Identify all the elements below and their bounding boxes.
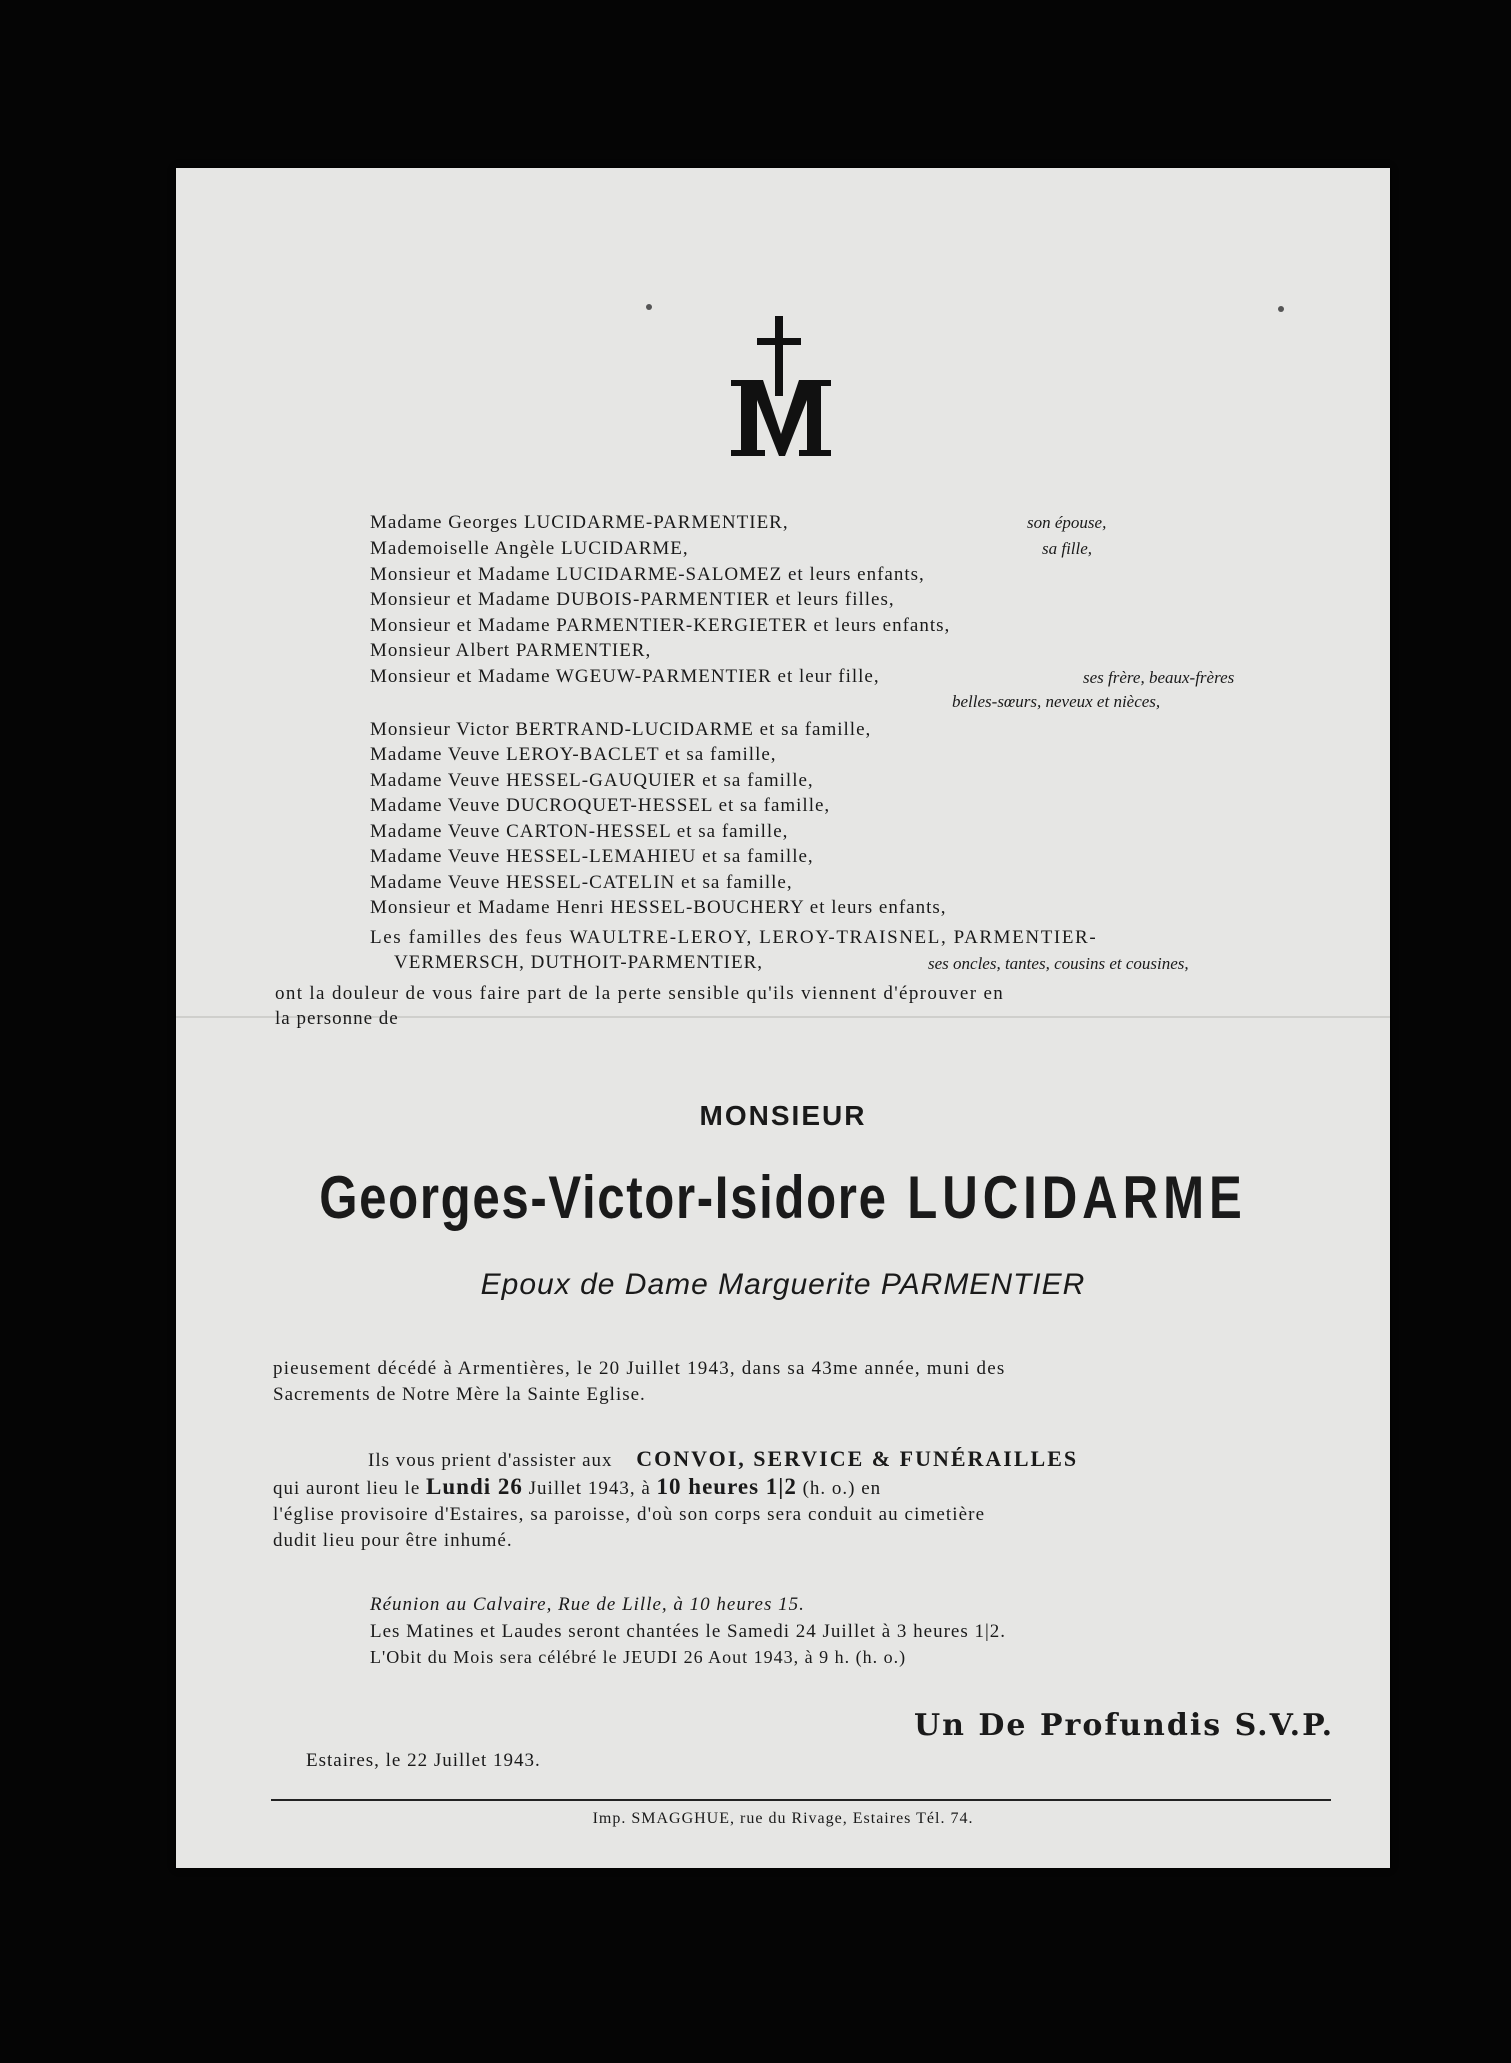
family-line: Monsieur et Madame DUBOIS-PARMENTIER et leurs filles, bbox=[370, 589, 895, 610]
family-role: son épouse, bbox=[1027, 513, 1107, 532]
announcement-line: la personne de bbox=[275, 1008, 399, 1029]
printer-imprint: Imp. SMAGGHUE, rue du Rivage, Estaires Tél. 74. bbox=[592, 1810, 974, 1827]
family-line: Madame Georges LUCIDARME-PARMENTIER, bbox=[370, 512, 789, 533]
invitation-line: dudit lieu pour être inhumé. bbox=[273, 1530, 513, 1551]
invitation-lead-text: Ils vous prient d'assister aux bbox=[368, 1450, 613, 1471]
family-role: sa fille, bbox=[1042, 539, 1093, 558]
deceased-name bbox=[285, 1163, 1280, 1232]
invitation-text: qui auront lieu le bbox=[273, 1478, 421, 1499]
invitation-time: 10 heures 1|2 bbox=[656, 1474, 797, 1499]
invitation-line bbox=[273, 1474, 881, 1500]
obit-line: L'Obit du Mois sera célébré le JEUDI 26 Aout 1943, à 9 h. (h. o.) bbox=[370, 1647, 907, 1667]
invitation-text: (h. o.) en bbox=[802, 1478, 882, 1499]
family-role: belles-sœurs, neveux et nièces, bbox=[952, 692, 1161, 711]
spouse-line: Epoux de Dame Marguerite PARMENTIER bbox=[480, 1268, 1086, 1301]
deceased-given-names: Georges-Victor-Isidore bbox=[319, 1164, 888, 1231]
family-line: Madame Veuve LEROY-BACLET et sa famille, bbox=[370, 744, 777, 765]
matins-line: Les Matines et Laudes seront chantées le Samedi 24 Juillet à 3 heures 1|2. bbox=[370, 1621, 1007, 1642]
family-line: Monsieur et Madame PARMENTIER-KERGIETER et leurs enfants, bbox=[370, 615, 951, 636]
late-families-line: Les familles des feus WAULTRE-LEROY, LEROY-TRAISNEL, PARMENTIER- bbox=[370, 927, 1098, 948]
invitation-lead bbox=[368, 1446, 1078, 1472]
pin-hole bbox=[646, 304, 652, 310]
late-families-role: ses oncles, tantes, cousins et cousines, bbox=[928, 954, 1189, 973]
family-line: Monsieur et Madame LUCIDARME-SALOMEZ et leurs enfants, bbox=[370, 564, 925, 585]
prayer-request: Un De Profundis S.V.P. bbox=[914, 1708, 1335, 1743]
family-line: Monsieur et Madame WGEUW-PARMENTIER et leur fille, bbox=[370, 666, 880, 687]
title: MONSIEUR bbox=[699, 1100, 867, 1131]
death-line: pieusement décédé à Armentières, le 20 Juillet 1943, dans sa 43me année, muni des bbox=[273, 1358, 1006, 1379]
pin-hole bbox=[1278, 306, 1284, 312]
meeting-line: Réunion au Calvaire, Rue de Lille, à 10 heures 15. bbox=[370, 1594, 805, 1615]
marian-monogram-icon bbox=[176, 316, 1390, 471]
family-line: Monsieur Victor BERTRAND-LUCIDARME et sa famille, bbox=[370, 719, 872, 740]
late-families-line: VERMERSCH, DUTHOIT-PARMENTIER, bbox=[394, 952, 764, 973]
family-line: Monsieur Albert PARMENTIER, bbox=[370, 640, 652, 661]
family-line: Madame Veuve CARTON-HESSEL et sa famille, bbox=[370, 821, 789, 842]
family-line: Madame Veuve DUCROQUET-HESSEL et sa famille, bbox=[370, 795, 831, 816]
death-line: Sacrements de Notre Mère la Sainte Eglise. bbox=[273, 1384, 646, 1405]
family-line: Madame Veuve HESSEL-LEMAHIEU et sa famille, bbox=[370, 846, 814, 867]
family-line: Monsieur et Madame Henri HESSEL-BOUCHERY et leurs enfants, bbox=[370, 897, 947, 918]
place-date: Estaires, le 22 Juillet 1943. bbox=[306, 1750, 541, 1771]
invitation-text: Juillet 1943, à bbox=[528, 1478, 651, 1499]
invitation-line: l'église provisoire d'Estaires, sa paroisse, d'où son corps sera conduit au cimetière bbox=[273, 1504, 986, 1525]
invitation-day: Lundi 26 bbox=[426, 1474, 523, 1499]
family-role: ses frère, beaux-frères bbox=[1083, 668, 1235, 687]
deceased-surname: LUCIDARME bbox=[907, 1164, 1247, 1231]
family-line: Madame Veuve HESSEL-CATELIN et sa famille, bbox=[370, 872, 793, 893]
family-line: Madame Veuve HESSEL-GAUQUIER et sa famille, bbox=[370, 770, 814, 791]
divider bbox=[271, 1799, 1331, 1801]
funeral-notice bbox=[176, 168, 1390, 1868]
family-line: Mademoiselle Angèle LUCIDARME, bbox=[370, 538, 689, 559]
announcement-line: ont la douleur de vous faire part de la perte sensible qu'ils viennent d'éprouver en bbox=[275, 983, 1005, 1004]
invitation-events: CONVOI, SERVICE & FUNÉRAILLES bbox=[636, 1446, 1079, 1471]
